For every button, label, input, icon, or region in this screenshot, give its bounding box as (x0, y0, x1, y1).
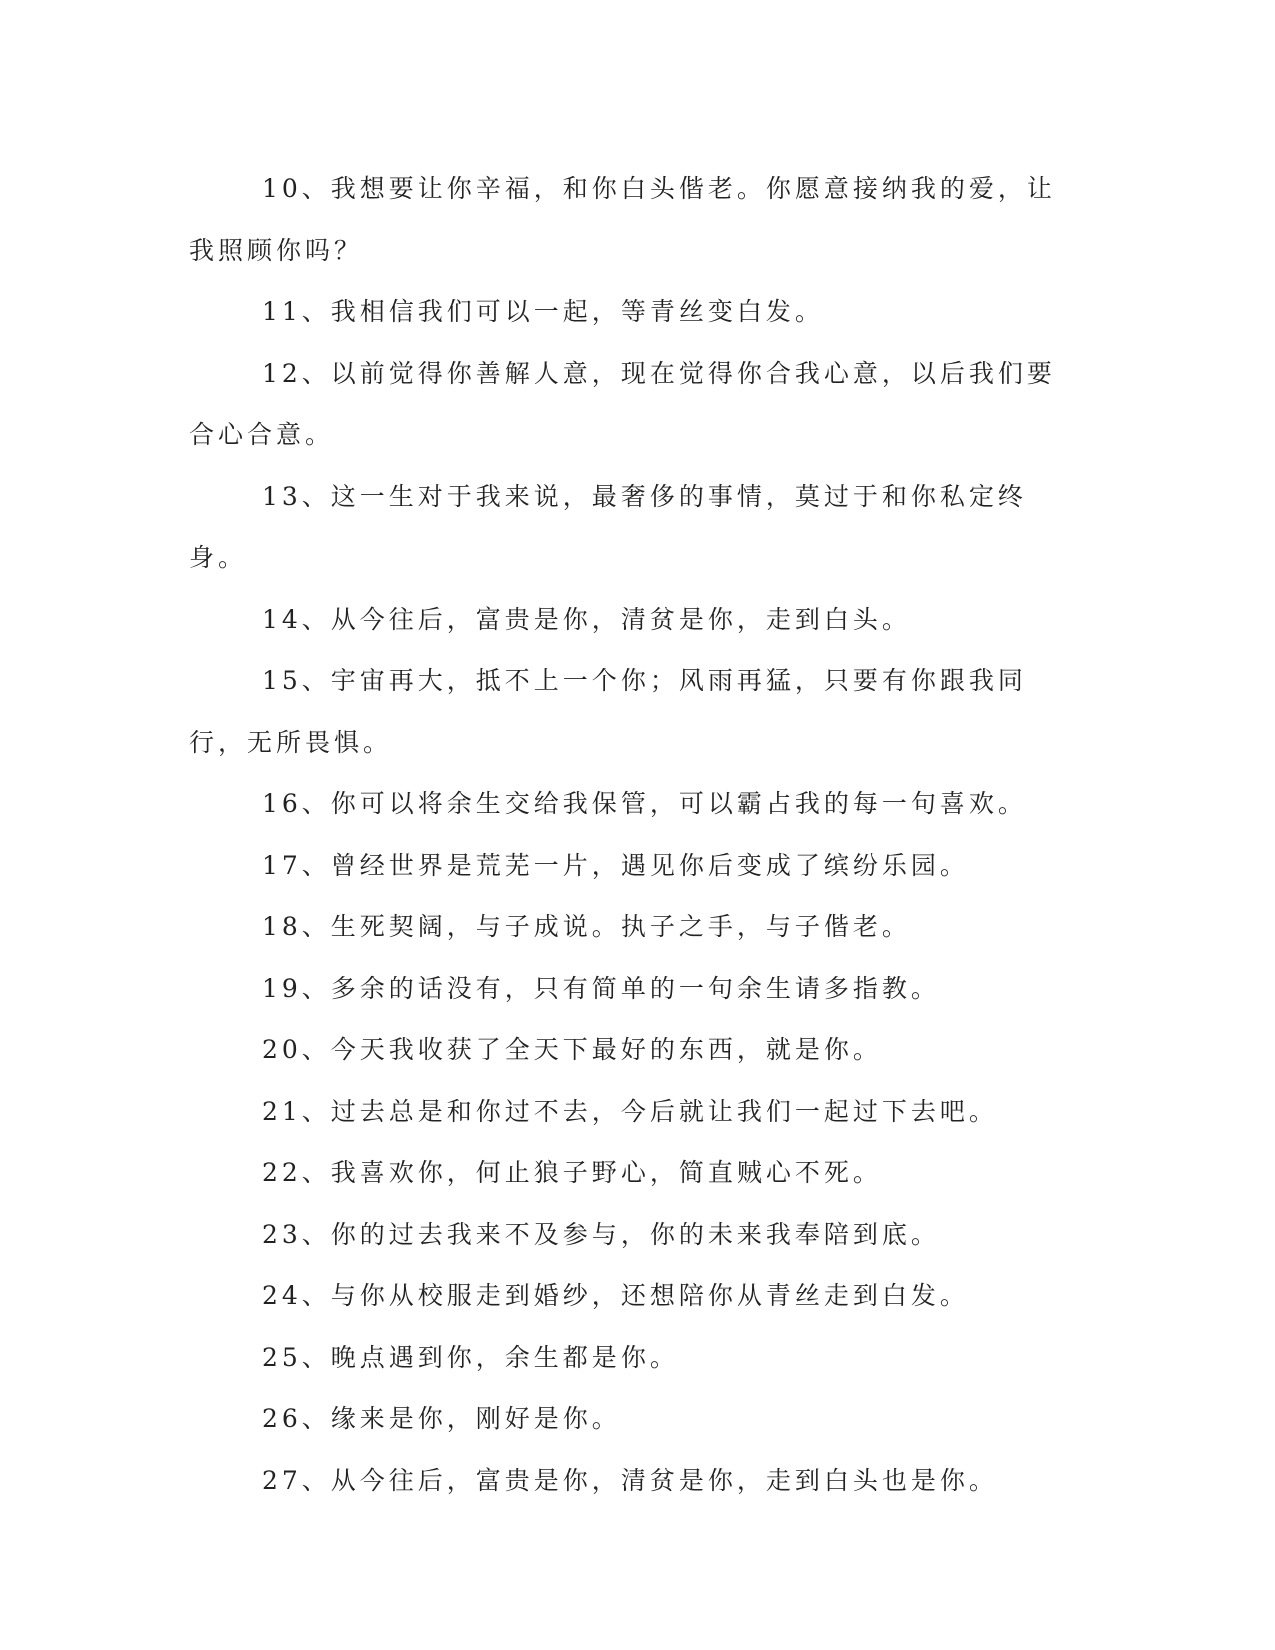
paragraph-14: 14、从今往后，富贵是你，清贫是你，走到白头。 (262, 604, 911, 634)
paragraph-11: 11、我相信我们可以一起，等青丝变白发。 (262, 297, 824, 326)
paragraph-10: 10、我想要让你辛福，和你白头偕老。你愿意接纳我的爱，让我照顾你吗？ (189, 174, 1056, 265)
paragraph-19: 19、多余的话没有，只有简单的一句余生请多指教。 (262, 973, 940, 1003)
paragraph-27: 27、从今往后，富贵是你，清贫是你，走到白头也是你。 (262, 1465, 998, 1495)
paragraph-16: 16、你可以将余生交给我保管，可以霸占我的每一句喜欢。 (262, 789, 1027, 818)
paragraph-25: 25、晚点遇到你，余生都是你。 (262, 1342, 679, 1372)
paragraph-18: 18、生死契阔，与子成说。执子之手，与子偕老。 (262, 912, 911, 941)
document-body (189, 158, 1079, 1511)
paragraph-13: 13、这一生对于我来说，最奢侈的事情，莫过于和你私定终身。 (189, 481, 1027, 572)
paragraph-22: 22、我喜欢你，何止狼子野心，简直贼心不死。 (262, 1158, 882, 1187)
paragraph-20: 20、今天我收获了全天下最好的东西，就是你。 (262, 1035, 882, 1064)
paragraph-15: 15、宇宙再大，抵不上一个你；风雨再猛，只要有你跟我同行，无所畏惧。 (189, 666, 1027, 757)
paragraph-24: 24、与你从校服走到婚纱，还想陪你从青丝走到白发。 (262, 1281, 969, 1310)
paragraph-21: 21、过去总是和你过不去，今后就让我们一起过下去吧。 (262, 1096, 998, 1126)
paragraph-17: 17、曾经世界是荒芜一片，遇见你后变成了缤纷乐园。 (262, 850, 969, 880)
paragraph-23: 23、你的过去我来不及参与，你的未来我奉陪到底。 (262, 1219, 940, 1249)
paragraph-26: 26、缘来是你，刚好是你。 (262, 1404, 621, 1433)
paragraph-12: 12、以前觉得你善解人意，现在觉得你合我心意，以后我们要合心合意。 (189, 358, 1056, 449)
